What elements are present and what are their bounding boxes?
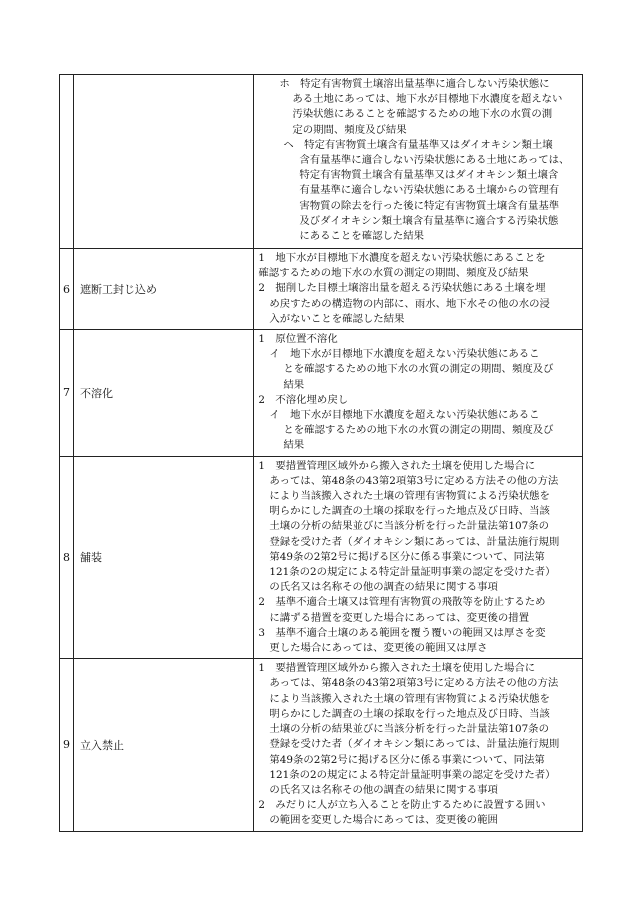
measure-description <box>254 659 583 831</box>
description-line: 土壌の分析の結果並びに当該分析を行った計量法第107条の <box>269 723 549 736</box>
description-line: イ 地下水が目標地下水濃度を超えない汚染状態にあるこ <box>269 348 540 361</box>
measure-name <box>74 75 254 249</box>
row-number: 8 <box>60 456 74 659</box>
description-line: あっては、第48条の43第2項第3号に定める方法その他の方法 <box>269 474 559 487</box>
measure-name: 不溶化 <box>74 330 254 457</box>
description-line: 土壌の分析の結果並びに当該分析を行った計量法第107条の <box>269 520 549 533</box>
description-line: 明らかにした調査の土壌の採取を行った地点及び日時、当該 <box>269 707 550 720</box>
description-line: 1 地下水が目標地下水濃度を超えない汚染状態にあることを <box>258 252 546 264</box>
description-line: 及びダイオキシン類土壌含有量基準に適合する汚染状態 <box>299 214 559 227</box>
description-line: とを確認するための地下水の水質の測定の期間、頻度及び <box>283 363 554 376</box>
measures-table <box>59 74 583 832</box>
description-line: 1 要措置管理区域外から搬入された土壌を使用した場合に <box>258 459 536 472</box>
description-line: の氏名又は名称その他の調査の結果に関する事項 <box>269 581 498 594</box>
description-line: 登録を受けた者（ダイオキシン類にあっては、計量法施行規則 <box>269 535 560 548</box>
description-line: 1 原位置不溶化 <box>258 333 338 346</box>
description-line: イ 地下水が目標地下水濃度を超えない汚染状態にあるこ <box>269 409 540 422</box>
description-line: 入がないことを確認した結果 <box>269 312 405 325</box>
table-row <box>60 456 583 659</box>
description-line: 2 掘削した目標土壌溶出量を超える汚染状態にある土壌を埋 <box>258 282 546 295</box>
description-line: 含有量基準に適合しない汚染状態にある土地にあっては、 <box>299 154 570 167</box>
description-line: 明らかにした調査の土壌の採取を行った地点及び日時、当該 <box>269 505 550 518</box>
description-line: ホ 特定有害物質土壌溶出量基準に適合しない汚染状態に <box>279 78 550 90</box>
table-row <box>60 659 583 831</box>
description-line: の氏名又は名称その他の調査の結果に関する事項 <box>269 783 498 796</box>
description-line: 害物質の除去を行った後に特定有害物質土壌含有量基準 <box>299 199 560 212</box>
row-number: 9 <box>60 659 74 831</box>
description-line: あっては、第48条の43第2項第3号に定める方法その他の方法 <box>269 677 559 690</box>
description-line: 2 基準不適合土壌又は管理有害物質の飛散等を防止するため <box>258 596 546 609</box>
table-row <box>60 249 583 330</box>
measure-name: 遮断工封じ込め <box>74 249 254 330</box>
description-line: ある土地にあっては、地下水が目標地下水濃度を超えない <box>292 93 563 106</box>
description-line: 結果 <box>283 378 305 391</box>
description-line: 確認するための地下水の水質の測定の期間、頻度及び結果 <box>258 267 529 280</box>
row-number: 7 <box>60 330 74 457</box>
description-line: め戻すための構造物の内部に、雨水、地下水その他の水の浸 <box>269 297 550 310</box>
description-line: 2 不溶化埋め戻し <box>258 393 349 406</box>
description-line: により当該搬入された土壌の管理有害物質による汚染状態を <box>269 490 550 503</box>
description-line: 3 基準不適合土壌のある範囲を覆う覆いの範囲又は厚さを変 <box>258 626 546 639</box>
description-line: 汚染状態にあることを確認するための地下水の水質の測 <box>292 108 553 121</box>
measure-description <box>254 456 583 659</box>
description-line: 1 要措置管理区域外から搬入された土壌を使用した場合に <box>258 662 536 675</box>
table-row <box>60 330 583 457</box>
description-line: 更した場合にあっては、変更後の範囲又は厚さ <box>269 642 488 655</box>
description-line: ヘ 特定有害物質土壌含有量基準又はダイオキシン類土壌 <box>283 138 553 151</box>
description-line: 121条の2の規定による特定計量証明事業の認定を受けた者） <box>269 566 556 579</box>
description-line: とを確認するための地下水の水質の測定の期間、頻度及び <box>283 424 554 437</box>
description-line: 登録を受けた者（ダイオキシン類にあっては、計量法施行規則 <box>269 738 560 751</box>
measure-name: 立入禁止 <box>74 659 254 831</box>
description-line: 特定有害物質土壌含有量基準又はダイオキシン類土壌含 <box>299 169 559 182</box>
description-line: にあることを確認した結果 <box>299 230 425 243</box>
description-line: の範囲を変更した場合にあっては、変更後の範囲 <box>269 814 498 827</box>
description-line: 第49条の2第2号に掲げる区分に係る事業について、同法第 <box>269 550 545 563</box>
table-row <box>60 75 583 249</box>
measure-description <box>254 249 583 330</box>
description-line: 定の期間、頻度及び結果 <box>292 123 407 136</box>
description-line: 第49条の2第2号に掲げる区分に係る事業について、同法第 <box>269 753 545 766</box>
description-line: 有量基準に適合しない汚染状態にある土壌からの管理有 <box>299 184 560 197</box>
row-number: 6 <box>60 249 74 330</box>
description-line: により当該搬入された土壌の管理有害物質による汚染状態を <box>269 692 550 705</box>
measure-name: 舗装 <box>74 456 254 659</box>
description-line: 121条の2の規定による特定計量証明事業の認定を受けた者） <box>269 768 556 781</box>
measure-description <box>254 75 583 249</box>
description-line: 結果 <box>283 439 305 452</box>
measure-description <box>254 330 583 457</box>
row-number <box>60 75 74 249</box>
description-line: 2 みだりに人が立ち入ることを防止するために設置する囲い <box>258 799 546 812</box>
description-line: に講ずる措置を変更した場合にあっては、変更後の措置 <box>269 611 530 624</box>
